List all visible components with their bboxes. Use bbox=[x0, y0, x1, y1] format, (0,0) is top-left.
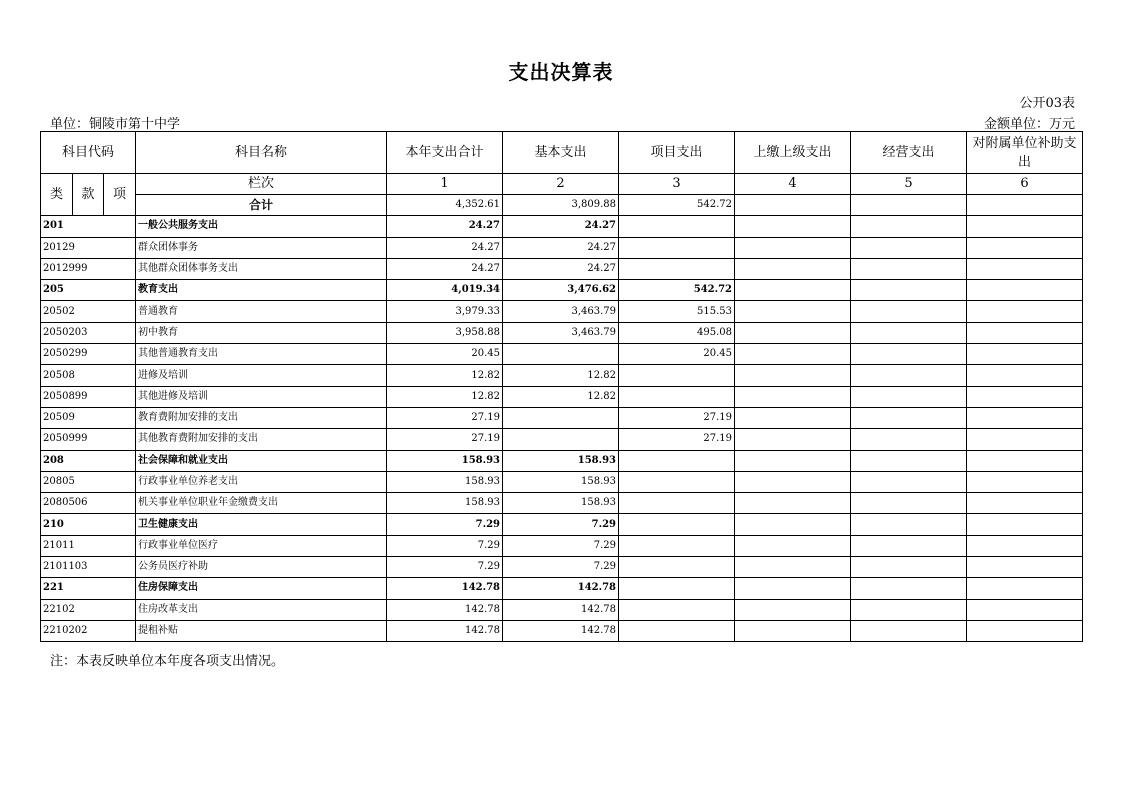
header-upper: 上缴上级支出 bbox=[735, 132, 851, 174]
total-cell: 7.29 bbox=[387, 557, 503, 578]
table-row bbox=[41, 535, 1083, 556]
basic-cell: 24.27 bbox=[503, 258, 619, 279]
code-cell: 20509 bbox=[41, 407, 136, 428]
business-cell bbox=[851, 514, 967, 535]
code-cell: 20129 bbox=[41, 237, 136, 258]
table-row bbox=[41, 471, 1083, 492]
business-cell bbox=[851, 237, 967, 258]
column-number-row bbox=[41, 174, 1083, 195]
subsidy-cell bbox=[967, 365, 1083, 386]
business-cell bbox=[851, 493, 967, 514]
total-cell: 142.78 bbox=[387, 620, 503, 641]
table-row bbox=[41, 493, 1083, 514]
project-cell bbox=[619, 365, 735, 386]
total-cell: 7.29 bbox=[387, 514, 503, 535]
basic-cell: 7.29 bbox=[503, 535, 619, 556]
basic-cell bbox=[503, 429, 619, 450]
business-cell bbox=[851, 322, 967, 343]
total-cell: 3,958.88 bbox=[387, 322, 503, 343]
code-cell: 20502 bbox=[41, 301, 136, 322]
total-cell: 20.45 bbox=[387, 344, 503, 365]
business-cell bbox=[851, 578, 967, 599]
code-cell: 2050203 bbox=[41, 322, 136, 343]
upper-cell bbox=[735, 599, 851, 620]
table-row bbox=[41, 450, 1083, 471]
table-row bbox=[41, 280, 1083, 301]
table-row bbox=[41, 301, 1083, 322]
upper-cell bbox=[735, 365, 851, 386]
header-lei: 类 bbox=[41, 174, 73, 216]
total-cell: 27.19 bbox=[387, 407, 503, 428]
total-cell: 12.82 bbox=[387, 386, 503, 407]
name-cell: 教育费附加安排的支出 bbox=[136, 407, 387, 428]
basic-cell: 24.27 bbox=[503, 237, 619, 258]
total-cell: 158.93 bbox=[387, 450, 503, 471]
business-cell bbox=[851, 599, 967, 620]
basic-cell: 3,809.88 bbox=[503, 195, 619, 216]
project-cell: 20.45 bbox=[619, 344, 735, 365]
page-title: 支出决算表 bbox=[508, 60, 614, 84]
total-cell: 142.78 bbox=[387, 599, 503, 620]
project-cell: 27.19 bbox=[619, 429, 735, 450]
subsidy-cell bbox=[967, 258, 1083, 279]
code-cell: 20805 bbox=[41, 471, 136, 492]
table-row bbox=[41, 429, 1083, 450]
subsidy-cell bbox=[967, 599, 1083, 620]
code-cell: 22102 bbox=[41, 599, 136, 620]
total-cell: 4,019.34 bbox=[387, 280, 503, 301]
basic-cell: 3,476.62 bbox=[503, 280, 619, 301]
table-row bbox=[41, 407, 1083, 428]
name-cell: 社会保障和就业支出 bbox=[136, 450, 387, 471]
total-cell: 24.27 bbox=[387, 216, 503, 237]
name-cell: 提租补贴 bbox=[136, 620, 387, 641]
upper-cell bbox=[735, 322, 851, 343]
code-cell: 208 bbox=[41, 450, 136, 471]
table-row bbox=[41, 578, 1083, 599]
basic-cell bbox=[503, 344, 619, 365]
code-cell: 205 bbox=[41, 280, 136, 301]
total-cell: 3,979.33 bbox=[387, 301, 503, 322]
table-row bbox=[41, 344, 1083, 365]
subsidy-cell bbox=[967, 216, 1083, 237]
total-cell: 158.93 bbox=[387, 471, 503, 492]
header-code: 科目代码 bbox=[41, 132, 136, 174]
project-cell bbox=[619, 599, 735, 620]
basic-cell: 142.78 bbox=[503, 599, 619, 620]
name-cell: 住房保障支出 bbox=[136, 578, 387, 599]
subsidy-cell bbox=[967, 301, 1083, 322]
table-row bbox=[41, 237, 1083, 258]
subsidy-cell bbox=[967, 237, 1083, 258]
upper-cell bbox=[735, 258, 851, 279]
project-cell: 542.72 bbox=[619, 280, 735, 301]
name-cell: 进修及培训 bbox=[136, 365, 387, 386]
business-cell bbox=[851, 407, 967, 428]
total-row bbox=[41, 195, 1083, 216]
name-cell: 住房改革支出 bbox=[136, 599, 387, 620]
code-cell: 201 bbox=[41, 216, 136, 237]
amount-unit-label: 金额单位：万元 bbox=[983, 117, 1075, 132]
upper-cell bbox=[735, 195, 851, 216]
subsidy-cell bbox=[967, 535, 1083, 556]
table-row bbox=[41, 620, 1083, 641]
project-cell bbox=[619, 535, 735, 556]
name-cell: 行政事业单位养老支出 bbox=[136, 471, 387, 492]
upper-cell bbox=[735, 301, 851, 322]
total-cell: 158.93 bbox=[387, 493, 503, 514]
subsidy-cell bbox=[967, 322, 1083, 343]
subsidy-cell bbox=[967, 429, 1083, 450]
expenditure-table bbox=[40, 131, 1083, 642]
column-number: 5 bbox=[851, 174, 967, 195]
project-cell bbox=[619, 386, 735, 407]
project-cell bbox=[619, 450, 735, 471]
unit-label: 单位：铜陵市第十中学 bbox=[50, 117, 181, 132]
header-subsidy: 对附属单位补助支出 bbox=[967, 132, 1083, 174]
business-cell bbox=[851, 471, 967, 492]
business-cell bbox=[851, 620, 967, 641]
name-cell: 公务员医疗补助 bbox=[136, 557, 387, 578]
table-row bbox=[41, 599, 1083, 620]
table-row bbox=[41, 258, 1083, 279]
business-cell bbox=[851, 557, 967, 578]
column-number: 6 bbox=[967, 174, 1083, 195]
table-row bbox=[41, 216, 1083, 237]
project-cell bbox=[619, 557, 735, 578]
code-cell: 2050899 bbox=[41, 386, 136, 407]
name-cell: 初中教育 bbox=[136, 322, 387, 343]
name-cell: 群众团体事务 bbox=[136, 237, 387, 258]
column-number: 2 bbox=[503, 174, 619, 195]
subsidy-cell bbox=[967, 493, 1083, 514]
table-row bbox=[41, 322, 1083, 343]
business-cell bbox=[851, 386, 967, 407]
total-cell: 7.29 bbox=[387, 535, 503, 556]
header-lanci: 栏次 bbox=[136, 174, 387, 195]
upper-cell bbox=[735, 620, 851, 641]
upper-cell bbox=[735, 471, 851, 492]
name-cell: 教育支出 bbox=[136, 280, 387, 301]
subsidy-cell bbox=[967, 471, 1083, 492]
project-cell bbox=[619, 493, 735, 514]
upper-cell bbox=[735, 578, 851, 599]
project-cell: 542.72 bbox=[619, 195, 735, 216]
total-label: 合计 bbox=[136, 195, 387, 216]
total-cell: 24.27 bbox=[387, 237, 503, 258]
project-cell bbox=[619, 514, 735, 535]
basic-cell: 3,463.79 bbox=[503, 322, 619, 343]
total-cell: 12.82 bbox=[387, 365, 503, 386]
upper-cell bbox=[735, 450, 851, 471]
project-cell bbox=[619, 471, 735, 492]
name-cell: 普通教育 bbox=[136, 301, 387, 322]
column-number: 1 bbox=[387, 174, 503, 195]
business-cell bbox=[851, 301, 967, 322]
form-number: 公开03表 bbox=[1019, 96, 1075, 111]
name-cell: 其他进修及培训 bbox=[136, 386, 387, 407]
total-cell: 142.78 bbox=[387, 578, 503, 599]
upper-cell bbox=[735, 429, 851, 450]
subsidy-cell bbox=[967, 620, 1083, 641]
code-cell: 20508 bbox=[41, 365, 136, 386]
business-cell bbox=[851, 280, 967, 301]
column-number: 4 bbox=[735, 174, 851, 195]
basic-cell: 142.78 bbox=[503, 620, 619, 641]
header-basic: 基本支出 bbox=[503, 132, 619, 174]
total-cell: 4,352.61 bbox=[387, 195, 503, 216]
code-cell: 2210202 bbox=[41, 620, 136, 641]
name-cell: 其他教育费附加安排的支出 bbox=[136, 429, 387, 450]
basic-cell: 158.93 bbox=[503, 493, 619, 514]
business-cell bbox=[851, 258, 967, 279]
project-cell: 27.19 bbox=[619, 407, 735, 428]
header-project: 项目支出 bbox=[619, 132, 735, 174]
business-cell bbox=[851, 429, 967, 450]
table-row bbox=[41, 514, 1083, 535]
upper-cell bbox=[735, 280, 851, 301]
basic-cell: 12.82 bbox=[503, 365, 619, 386]
basic-cell: 24.27 bbox=[503, 216, 619, 237]
total-cell: 27.19 bbox=[387, 429, 503, 450]
subsidy-cell bbox=[967, 557, 1083, 578]
basic-cell: 12.82 bbox=[503, 386, 619, 407]
subsidy-cell bbox=[967, 578, 1083, 599]
code-cell: 2050999 bbox=[41, 429, 136, 450]
table-row bbox=[41, 365, 1083, 386]
upper-cell bbox=[735, 386, 851, 407]
upper-cell bbox=[735, 237, 851, 258]
name-cell: 一般公共服务支出 bbox=[136, 216, 387, 237]
basic-cell: 158.93 bbox=[503, 471, 619, 492]
name-cell: 其他普通教育支出 bbox=[136, 344, 387, 365]
basic-cell: 158.93 bbox=[503, 450, 619, 471]
upper-cell bbox=[735, 493, 851, 514]
header-xiang: 项 bbox=[104, 174, 136, 216]
business-cell bbox=[851, 450, 967, 471]
code-cell: 21011 bbox=[41, 535, 136, 556]
subsidy-cell bbox=[967, 386, 1083, 407]
table-row bbox=[41, 557, 1083, 578]
code-cell: 221 bbox=[41, 578, 136, 599]
business-cell bbox=[851, 344, 967, 365]
subsidy-cell bbox=[967, 344, 1083, 365]
upper-cell bbox=[735, 535, 851, 556]
business-cell bbox=[851, 216, 967, 237]
project-cell bbox=[619, 237, 735, 258]
upper-cell bbox=[735, 557, 851, 578]
basic-cell: 7.29 bbox=[503, 557, 619, 578]
project-cell: 495.08 bbox=[619, 322, 735, 343]
basic-cell: 142.78 bbox=[503, 578, 619, 599]
code-cell: 210 bbox=[41, 514, 136, 535]
subsidy-cell bbox=[967, 407, 1083, 428]
header-total: 本年支出合计 bbox=[387, 132, 503, 174]
name-cell: 机关事业单位职业年金缴费支出 bbox=[136, 493, 387, 514]
header-business: 经营支出 bbox=[851, 132, 967, 174]
code-cell: 2101103 bbox=[41, 557, 136, 578]
upper-cell bbox=[735, 216, 851, 237]
project-cell bbox=[619, 258, 735, 279]
name-cell: 其他群众团体事务支出 bbox=[136, 258, 387, 279]
basic-cell: 7.29 bbox=[503, 514, 619, 535]
header-row bbox=[41, 132, 1083, 174]
basic-cell bbox=[503, 407, 619, 428]
project-cell: 515.53 bbox=[619, 301, 735, 322]
code-cell: 2080506 bbox=[41, 493, 136, 514]
project-cell bbox=[619, 578, 735, 599]
basic-cell: 3,463.79 bbox=[503, 301, 619, 322]
subsidy-cell bbox=[967, 280, 1083, 301]
project-cell bbox=[619, 620, 735, 641]
header-name: 科目名称 bbox=[136, 132, 387, 174]
upper-cell bbox=[735, 344, 851, 365]
business-cell bbox=[851, 365, 967, 386]
header-kuan: 款 bbox=[73, 174, 104, 216]
upper-cell bbox=[735, 407, 851, 428]
subsidy-cell bbox=[967, 450, 1083, 471]
subsidy-cell bbox=[967, 195, 1083, 216]
column-number: 3 bbox=[619, 174, 735, 195]
upper-cell bbox=[735, 514, 851, 535]
footnote: 注：本表反映单位本年度各项支出情况。 bbox=[50, 654, 285, 669]
table-row bbox=[41, 386, 1083, 407]
subsidy-cell bbox=[967, 514, 1083, 535]
code-cell: 2050299 bbox=[41, 344, 136, 365]
name-cell: 卫生健康支出 bbox=[136, 514, 387, 535]
business-cell bbox=[851, 195, 967, 216]
total-cell: 24.27 bbox=[387, 258, 503, 279]
name-cell: 行政事业单位医疗 bbox=[136, 535, 387, 556]
code-cell: 2012999 bbox=[41, 258, 136, 279]
business-cell bbox=[851, 535, 967, 556]
project-cell bbox=[619, 216, 735, 237]
